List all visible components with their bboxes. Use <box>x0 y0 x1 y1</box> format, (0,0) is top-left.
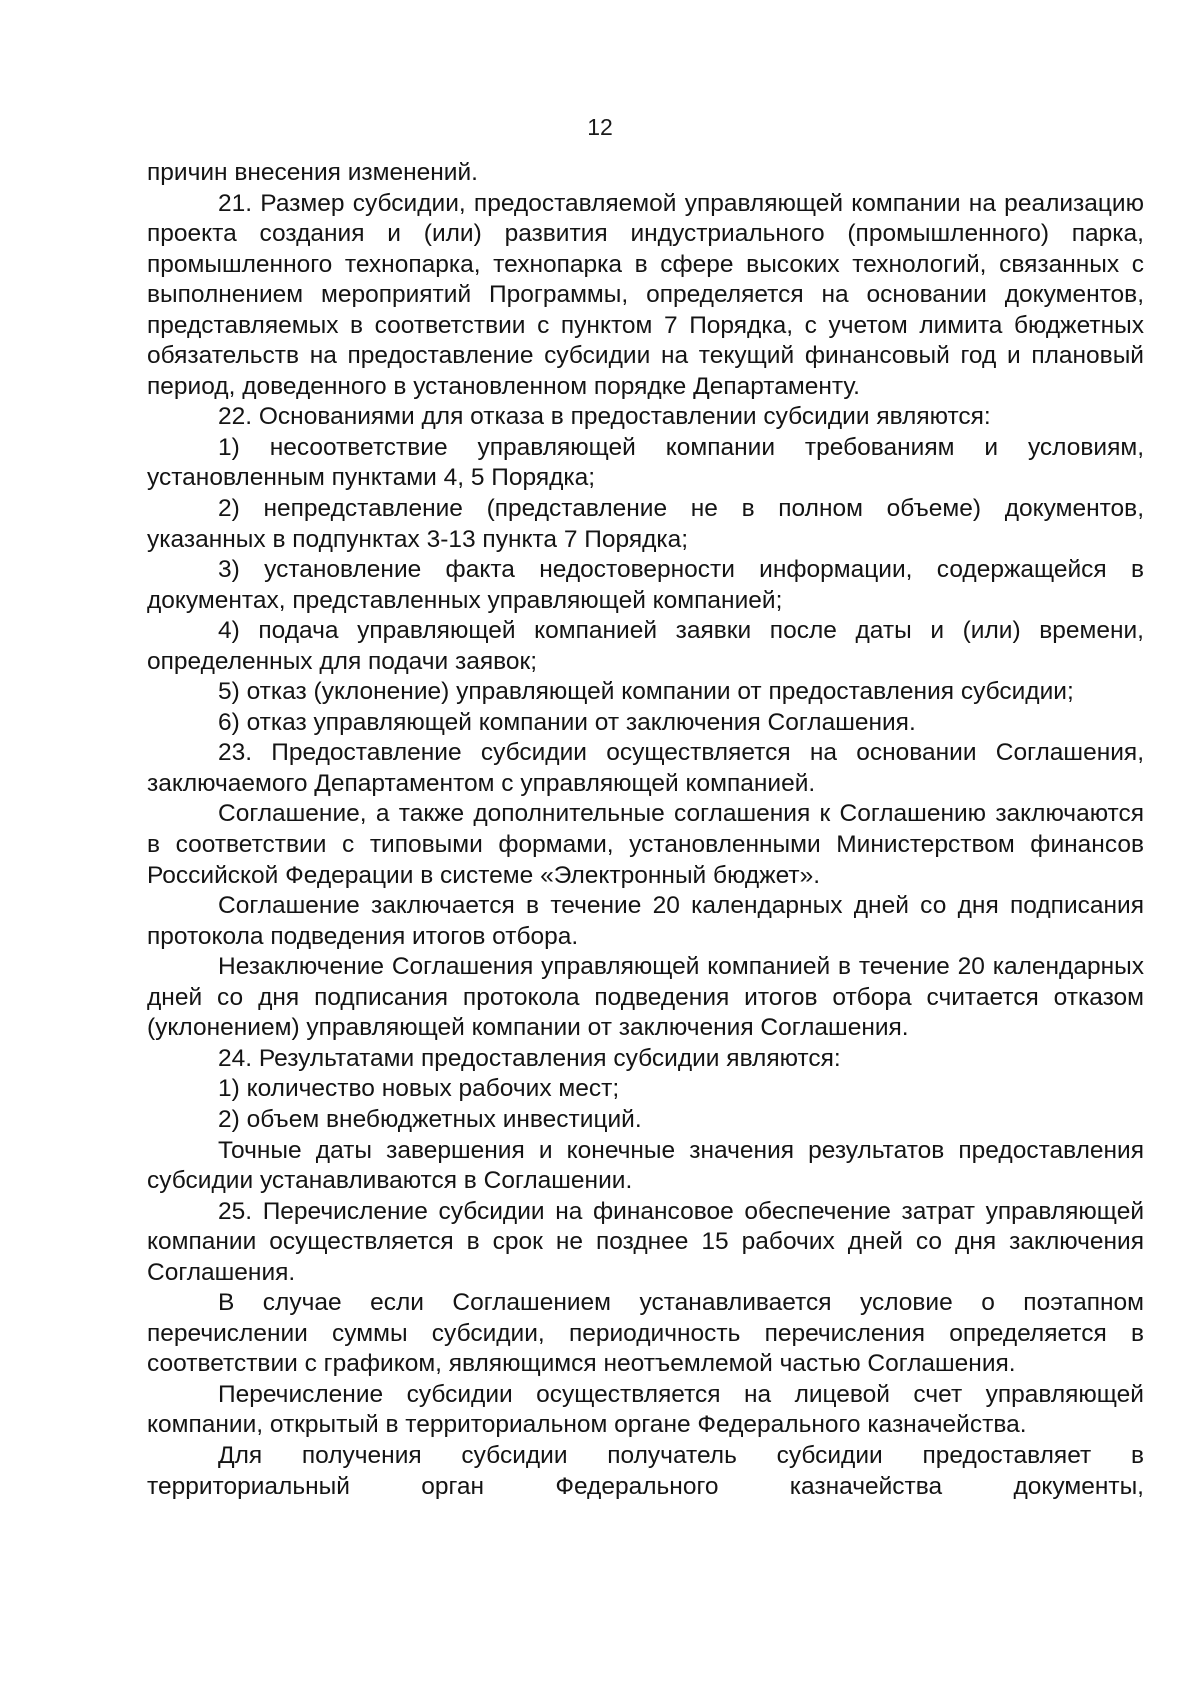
paragraph-item-24: 24. Результатами предоставления субсидии являются: <box>218 1044 841 1072</box>
document-body <box>147 158 1144 1502</box>
paragraph-subitem-5: 5) отказ (уклонение) управляющей компании от предоставления субсидии; <box>218 678 1074 706</box>
paragraph-subitem-1: 1) несоответствие управляющей компании требованиям и условиям, установленным пунктами 4, 5 Порядка; <box>147 433 1144 492</box>
paragraph-item-25: 25. Перечисление субсидии на финансовое обеспечение затрат управляющей компании осуществляется в срок не позднее 15 рабочих дней со дня заключения Соглашения. <box>147 1197 1144 1286</box>
paragraph-agreement-term: Соглашение заключается в течение 20 календарных дней со дня подписания протокола подведения итогов отбора. <box>147 892 1144 950</box>
paragraph-result-dates: Точные даты завершения и конечные значения результатов предоставления субсидии устанавливаются в Соглашении. <box>147 1136 1144 1195</box>
paragraph-continuation: причин внесения изменений. <box>147 159 478 186</box>
paragraph-account: Перечисление субсидии осуществляется на лицевой счет управляющей компании, открытый в территориальном органе Федерального казначейства. <box>147 1380 1144 1439</box>
paragraph-item-22: 22. Основаниями для отказа в предоставлении субсидии являются: <box>218 403 991 431</box>
paragraph-subitem-3: 3) установление факта недостоверности информации, содержащейся в документах, представленных управляющей компанией; <box>147 556 1144 614</box>
paragraph-documents: Для получения субсидии получатель субсидии предоставляет в территориальный орган Федерального казначейства документы, <box>147 1441 1144 1500</box>
page-number: 12 <box>587 114 613 140</box>
paragraph-item-21: 21. Размер субсидии, предоставляемой управляющей компании на реализацию проекта создания и (или) развития индустриального (промышленного) парка, промышленного технопарка, технопарка в сфере высоких технологий, связанных с выполнением мероприятий Программы, определяется на основании документов, представляемых в соответствии с пунктом 7 Порядка, с учетом лимита бюджетных обязательств на предоставление субсидии на текущий финансовый год и плановый период, доведенного в установленном порядке Департаменту. <box>147 189 1144 400</box>
paragraph-staged-transfer: В случае если Соглашением устанавливается условие о поэтапном перечислении суммы субсидии, периодичность перечисления определяется в соответствии с графиком, являющимся неотъемлемой частью Соглашения. <box>147 1289 1144 1378</box>
paragraph-agreement-forms: Соглашение, а также дополнительные соглашения к Соглашению заключаются в соответствии с типовыми формами, установленными Министерством финансов Российской Федерации в системе «Электронный бюджет». <box>147 800 1144 889</box>
paragraph-result-2: 2) объем внебюджетных инвестиций. <box>218 1105 642 1133</box>
paragraph-subitem-4: 4) подача управляющей компанией заявки после даты и (или) времени, определенных для подачи заявок; <box>147 617 1144 675</box>
paragraph-result-1: 1) количество новых рабочих мест; <box>218 1075 620 1103</box>
paragraph-item-23: 23. Предоставление субсидии осуществляется на основании Соглашения, заключаемого Департаментом с управляющей компанией. <box>147 739 1144 797</box>
paragraph-subitem-2: 2) непредставление (представление не в полном объеме) документов, указанных в подпунктах 3-13 пункта 7 Порядка; <box>147 495 1144 553</box>
paragraph-non-conclusion: Незаключение Соглашения управляющей компанией в течение 20 календарных дней со дня подписания протокола подведения итогов отбора считается отказом (уклонением) управляющей компании от заключения Соглашения. <box>147 953 1144 1042</box>
paragraph-subitem-6: 6) отказ управляющей компании от заключения Соглашения. <box>218 708 916 736</box>
